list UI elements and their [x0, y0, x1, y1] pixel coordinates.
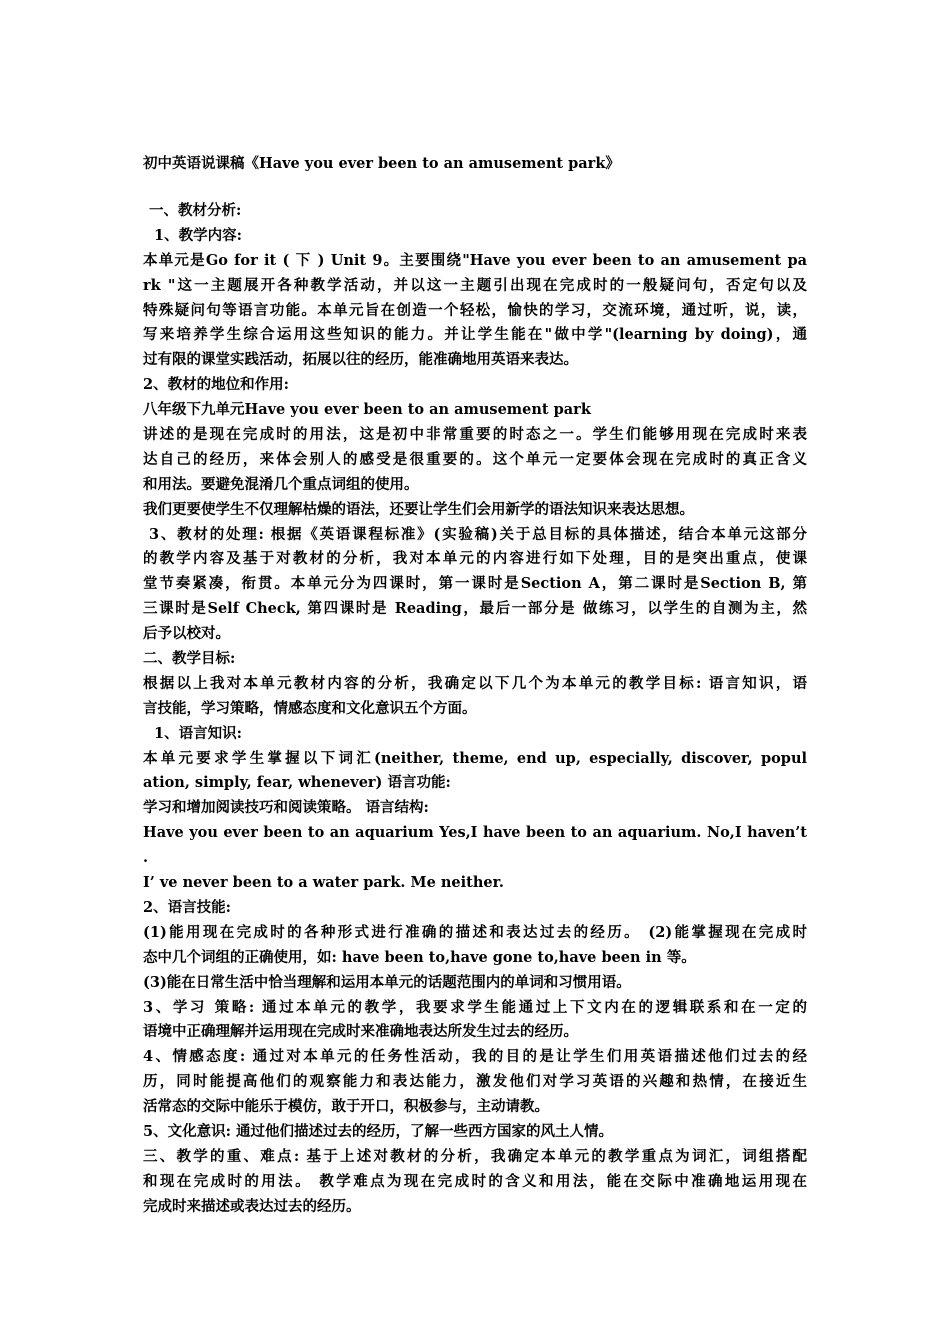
paragraph-line: 三、教学的重、难点: 基于上述对教材的分析，我确定本单元的教学重点为词汇，词组搭配: [143, 1147, 807, 1165]
paragraph-line: 言技能，学习策略，情感态度和文化意识五个方面。: [143, 699, 477, 717]
paragraph-line: 我们更要使学生不仅理解枯燥的语法，还要让学生们会用新学的语法知识来表达思想。: [143, 500, 694, 518]
paragraph-line: rk "这一主题展开各种教学活动，并以这一主题引出现在完成时的一般疑问句，否定句以及: [143, 276, 807, 294]
paragraph-line: (3)能在日常生活中恰当理解和运用本单元的话题范围内的单词和习惯用语。: [143, 973, 631, 991]
paragraph-line: 堂节奏紧凑，衔贯。本单元分为四课时，第一课时是Section A，第二课时是Section B, 第: [143, 575, 807, 593]
document-body: [143, 199, 807, 1220]
subsection-heading: 1、语言知识:: [154, 724, 242, 742]
paragraph-line: 和现在完成时的用法。 教学难点为现在完成时的含义和用法，能在交际中准确地运用现在: [143, 1172, 807, 1190]
paragraph-line: 讲述的是现在完成时的用法，这是初中非常重要的时态之一。学生们能够用现在完成时来表: [143, 426, 807, 444]
subsection-heading: 2、语言技能:: [143, 898, 231, 916]
section-heading: 二、教学目标:: [143, 650, 236, 668]
paragraph-line: 八年级下九单元Have you ever been to an amusement park: [143, 401, 591, 419]
paragraph-line: 三课时是Self Check, 第四课时是 Reading，最后一部分是 做练习，以学生的自测为主，然: [143, 600, 807, 618]
paragraph-line: 5、文化意识: 通过他们描述过去的经历，了解一些西方国家的风土人情。: [143, 1122, 613, 1140]
paragraph-line: 历，同时能提高他们的观察能力和表达能力，激发他们对学习英语的兴趣和热情，在接近生: [143, 1073, 807, 1091]
paragraph-line: 语境中正确理解并运用现在完成时来准确地表达所发生过去的经历。: [143, 1023, 578, 1041]
paragraph-line: (1)能用现在完成时的各种形式进行准确的描述和表达过去的经历。 (2)能掌握现在完成时: [143, 923, 807, 941]
paragraph-line: 态中几个词组的正确使用，如: have been to,have gone to,have been in 等。: [143, 948, 696, 966]
paragraph-line: ation, simply, fear, whenever) 语言功能:: [143, 774, 451, 792]
paragraph-line: 本单元要求学生掌握以下词汇(neither, theme, end up, especially, discover, popul: [143, 749, 807, 767]
paragraph-line: 写来培养学生综合运用这些知识的能力。并让学生能在"做中学"(learning by doing)，通: [143, 326, 807, 344]
paragraph-line: 活常态的交际中能乐于模仿，敢于开口，积极参与，主动请教。: [143, 1098, 549, 1116]
paragraph-line: 本单元是Go for it ( 下 ) Unit 9。主要围绕"Have you ever been to an amusement pa: [143, 251, 807, 269]
paragraph-line: 完成时来描述或表达过去的经历。: [143, 1197, 361, 1215]
paragraph-line: Have you ever been to an aquarium Yes,I have been to an aquarium. No,I haven’t: [143, 824, 807, 842]
subsection-heading: 1、教学内容:: [154, 226, 242, 244]
paragraph-line: 过有限的课堂实践活动，拓展以往的经历，能准确地用英语来表达。: [143, 351, 578, 369]
paragraph-line: 和用法。要避免混淆几个重点词组的使用。: [143, 475, 419, 493]
paragraph-line: 的教学内容及基于对教材的分析，我对本单元的内容进行如下处理，目的是突出重点，使课: [143, 550, 807, 568]
paragraph-line: 特殊疑问句等语言功能。本单元旨在创造一个轻松，愉快的学习，交流环境，通过听，说，读，: [143, 301, 807, 319]
paragraph-line: 4、情感态度: 通过对本单元的任务性活动，我的目的是让学生们用英语描述他们过去的经: [143, 1048, 807, 1066]
paragraph-line: 学习和增加阅读技巧和阅读策略。 语言结构:: [143, 799, 429, 817]
paragraph-line: .: [143, 849, 149, 867]
paragraph-line: 达自己的经历，来体会别人的感受是很重要的。这个单元一定要体会现在完成时的真正含义: [143, 450, 807, 468]
section-heading: 一、教材分析:: [149, 202, 242, 219]
paragraph-line: 3、学习 策略: 通过本单元的教学，我要求学生能通过上下文内在的逻辑联系和在一定的: [143, 998, 807, 1016]
subsection-heading: 2、教材的地位和作用:: [143, 376, 289, 394]
document-title: 初中英语说课稿《Have you ever been to an amusement park》: [143, 155, 620, 172]
paragraph-line: I’ ve never been to a water park. Me neither.: [143, 874, 504, 892]
paragraph-line: 后予以校对。: [143, 625, 230, 643]
paragraph-line: 3、教材的处理: 根据《英语课程标准》(实验稿)关于总目标的具体描述，结合本单元这部分: [149, 525, 807, 543]
paragraph-line: 根据以上我对本单元教材内容的分析，我确定以下几个为本单元的教学目标: 语言知识，语: [143, 674, 807, 692]
